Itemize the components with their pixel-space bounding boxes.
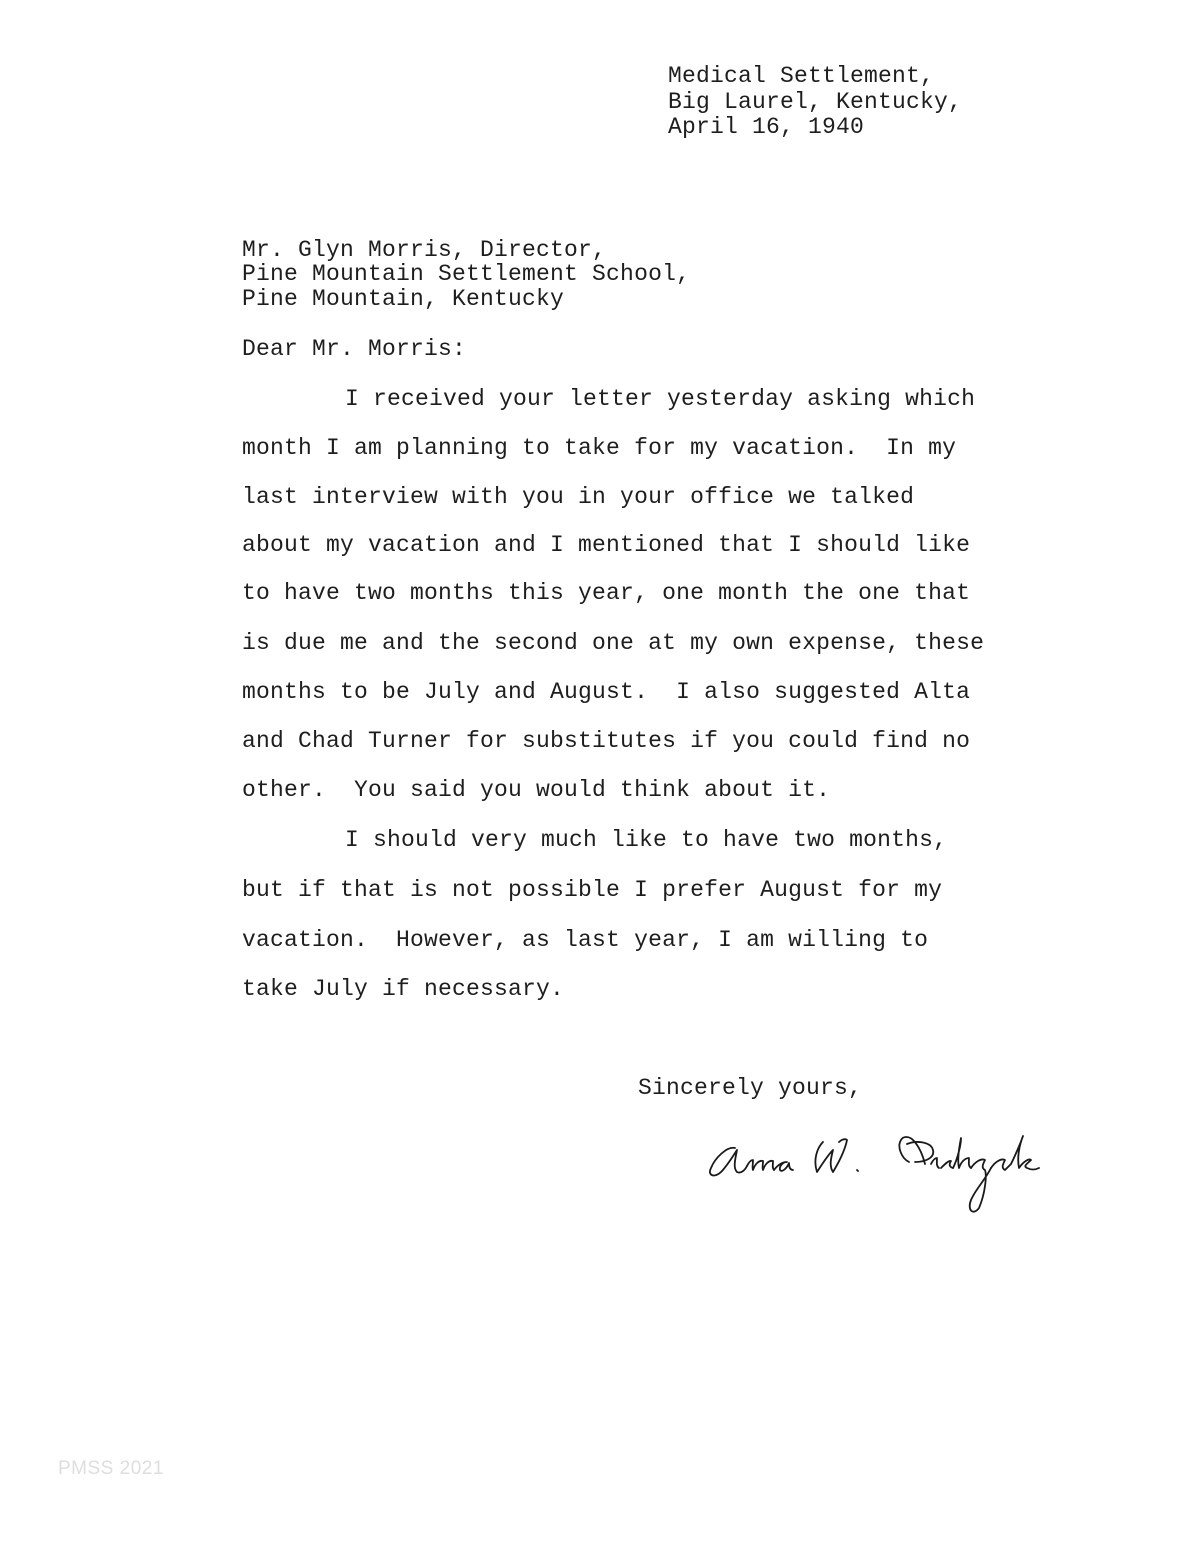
recipient-line-1: Mr. Glyn Morris, Director, [242, 237, 607, 263]
body-line: to have two months this year, one month the one that [242, 580, 971, 606]
body-line: about my vacation and I mentioned that I should like [242, 532, 971, 558]
sender-line-2: Big Laurel, Kentucky, [668, 89, 963, 115]
body-line: but if that is not possible I prefer August for my [242, 877, 943, 903]
recipient-line-3: Pine Mountain, Kentucky [242, 286, 565, 312]
body-line: I received your letter yesterday asking which [345, 386, 976, 412]
signature-drawing [705, 1128, 1085, 1218]
letter-date: April 16, 1940 [668, 114, 865, 140]
body-line: I should very much like to have two months, [345, 827, 948, 853]
body-line: and Chad Turner for substitutes if you could find no [242, 728, 971, 754]
body-line: take July if necessary. [242, 976, 565, 1002]
body-line: month I am planning to take for my vacation. In my [242, 435, 957, 461]
handwritten-signature [705, 1128, 1085, 1218]
body-line: is due me and the second one at my own expense, these [242, 630, 985, 656]
body-line: vacation. However, as last year, I am willing to [242, 927, 929, 953]
closing: Sincerely yours, [638, 1075, 863, 1101]
archive-watermark: PMSS 2021 [58, 1458, 164, 1479]
body-line: months to be July and August. I also suggested Alta [242, 679, 971, 705]
salutation: Dear Mr. Morris: [242, 336, 467, 362]
sender-line-1: Medical Settlement, [668, 63, 935, 89]
recipient-line-2: Pine Mountain Settlement School, [242, 261, 691, 287]
body-line: last interview with you in your office we talked [242, 484, 915, 510]
body-line: other. You said you would think about it. [242, 777, 831, 803]
